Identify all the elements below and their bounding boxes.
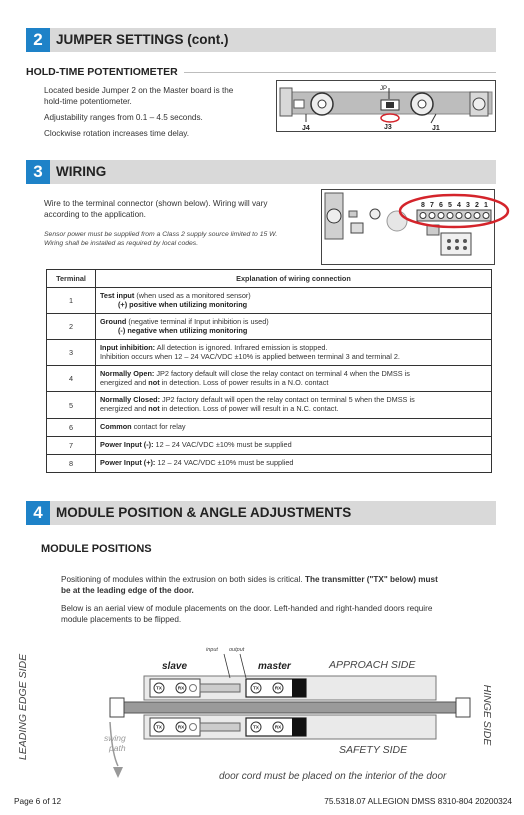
positions-paragraph-1 [61,574,501,585]
explanation-cell [96,314,492,340]
swing-path-label-2: path [109,743,126,753]
section-title: WIRING [56,164,107,179]
terminal-cell: 7 [47,437,96,455]
leading-edge-side-label: LEADING EDGE SIDE [17,653,29,761]
terminal-number: 2 [475,202,479,209]
table-row [47,437,492,455]
table-row [47,419,492,437]
page-number: Page 6 of 12 [14,796,62,806]
terminal-cell: 5 [47,392,96,419]
rx-label: RX [177,685,185,691]
row-bold: Normally Closed: [100,395,161,405]
hold-time-line-1: Located beside Jumper 2 on the Master board is the [44,86,234,95]
module-positions-heading: MODULE POSITIONS [41,543,152,555]
j3-label: J3 [384,124,392,131]
positions-p1-text: Positioning of modules within the extrusion on both sides is critical. [61,575,305,584]
section-title: JUMPER SETTINGS (cont.) [56,32,229,47]
rx-label: RX [274,685,282,691]
terminal-cell: 1 [47,288,96,314]
row-bold: Input inhibition: [100,342,156,352]
hinge-side-label: HINGE SIDE [481,684,493,746]
hold-time-line-3: Adjustability ranges from 0.1 – 4.5 seconds. [44,113,203,122]
terminal-cell: 4 [47,366,96,392]
explanation-cell [96,455,492,473]
document-id: 75.5318.07 ALLEGION DMSS 8310-804 20200324 [324,796,512,806]
swing-path-label-1: swing [104,733,126,743]
section-number: 2 [26,28,50,52]
section-title: MODULE POSITION & ANGLE ADJUSTMENTS [56,505,352,520]
col-terminal-header: Terminal [47,270,96,288]
heading-rule [184,72,496,73]
positions-p1-bold: The transmitter ("TX" below) must [304,575,438,584]
terminal-number: 4 [457,202,461,209]
terminal-number: 7 [430,202,434,209]
tx-label: TX [253,685,259,691]
table-row [47,392,492,419]
terminal-connector-image [321,189,515,267]
rx-label: RX [274,724,282,730]
j4-label: J4 [302,125,310,132]
terminal-number: 3 [466,202,470,209]
row-bold: Normally Open: [100,368,155,378]
table-row [47,288,492,314]
positions-p2-line-1: Below is an aerial view of module placements on the door. Left-handed and right-handed doors require [61,604,433,613]
col-explanation-header: Explanation of wiring connection [96,270,492,288]
row-line2: Inhibition occurs when 12 – 24 VAC/VDC ±10% is applied between terminal 3 and terminal 2. [100,351,400,361]
row-text: (negative terminal if Input inhibition is used) [126,316,269,326]
slave-label: slave [162,661,188,672]
hold-time-line-4: Clockwise rotation increases time delay. [44,129,190,138]
hold-time-heading: HOLD-TIME POTENTIOMETER [26,66,178,78]
row-line2-pre: energized and [100,377,149,387]
explanation-cell [96,419,492,437]
terminal-cell: 6 [47,419,96,437]
rx-label: RX [177,724,185,730]
section-number: 3 [26,160,50,184]
master-label: master [258,661,291,672]
wiring-intro-2: according to the application. [44,210,146,219]
wiring-intro-1: Wire to the terminal connector (shown below). Wiring will vary [44,199,268,208]
wiring-table [46,269,492,473]
terminal-number: 5 [448,202,452,209]
section-2-header [26,28,496,52]
row-bold: Ground [100,316,127,326]
master-board-image [276,80,496,132]
approach-side-label: APPROACH SIDE [329,659,416,671]
input-label: input [206,647,218,653]
explanation-cell [96,392,492,419]
explanation-cell [96,437,492,455]
row-line2-bold: (-) negative when utilizing monitoring [118,325,248,335]
terminal-number: 1 [484,202,488,209]
jp-label: JP [380,86,388,92]
row-line2-bold: not [148,377,160,387]
row-text: All detection is ignored. Infrared emission is stopped. [155,342,328,352]
row-text: JP2 factory default will close the relay contact on terminal 4 when the DMSS is [154,368,410,378]
hold-time-line-2: hold-time potentiometer. [44,97,132,106]
row-line2-bold: (+) positive when utilizing monitoring [118,299,248,309]
section-3-header [26,160,496,184]
positions-p1-bold-2: be at the leading edge of the door. [61,586,194,595]
row-text: (when used as a monitored sensor) [134,290,251,300]
row-line2-post: in detection. Loss of power will result in a N.C. contact. [159,404,339,413]
terminal-cell: 2 [47,314,96,340]
explanation-cell [96,340,492,366]
row-text: 12 – 24 VAC/VDC ±10% must be supplied [155,458,294,468]
wiring-note-2: Wiring shall be installed as required by local codes. [44,240,199,247]
section-4-header [26,501,496,525]
row-text: 12 – 24 VAC/VDC ±10% must be supplied [153,440,292,450]
row-bold: Power Input (+): [100,458,156,468]
terminal-number: 6 [439,202,443,209]
row-bold: Common [100,422,132,432]
row-bold: Test input [100,290,135,300]
section-number: 4 [26,501,50,525]
table-header-row [47,270,492,288]
explanation-cell [96,366,492,392]
row-bold: Power Input (-): [100,440,154,450]
terminal-number: 8 [421,202,425,209]
tx-label: TX [253,724,259,730]
safety-side-label: SAFETY SIDE [339,744,408,756]
positions-p2-line-2: module placements to be flipped. [61,615,182,624]
row-line2-pre: energized and [100,404,149,413]
j1-label: J1 [432,125,440,132]
table-row [47,314,492,340]
row-line2-bold: not [148,404,160,413]
terminal-cell: 8 [47,455,96,473]
row-text: JP2 factory default will open the relay contact on terminal 5 when the DMSS is [160,395,415,405]
table-row [47,455,492,473]
door-cord-note: door cord must be placed on the interior of the door [219,771,447,782]
terminal-cell: 3 [47,340,96,366]
output-label: output [229,647,245,653]
tx-label: TX [156,724,162,730]
tx-label: TX [156,685,162,691]
wiring-note-1: Sensor power must be supplied from a Class 2 supply source limited to 15 W. [44,231,278,238]
row-line2-post: in detection. Loss of power results in a N.O. contact [159,377,329,387]
row-text: contact for relay [131,422,186,432]
table-row [47,340,492,366]
explanation-cell [96,288,492,314]
table-row [47,366,492,392]
